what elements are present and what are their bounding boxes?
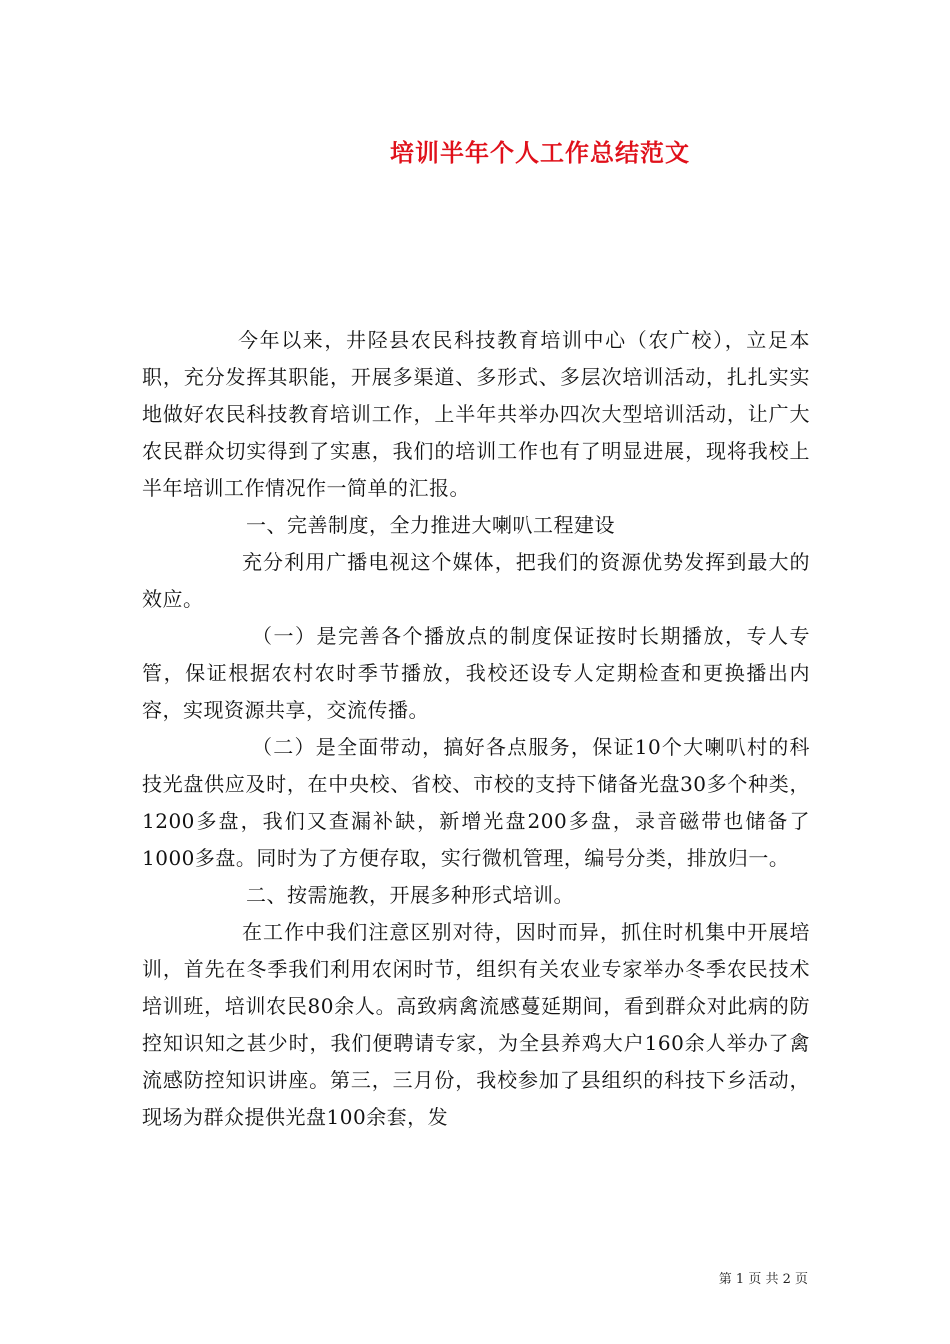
document-title: 培训半年个人工作总结范文 <box>390 138 690 167</box>
page-number: 第 1 页 共 2 页 <box>718 1272 808 1287</box>
paragraph-training: 在工作中我们注意区别对待，因时而异，抓住时机集中开展培训，首先在冬季我们利用农闲时节，组织有关农业专家举办冬季农民技术培训班，培训农民80余人。高致病禽流感蔓延期间，看到群众对此病的防控知识知之甚少时，我们便聘请专家，为全县养鸡大户160余人举办了禽流感防控知识讲座。第三，三月份，我校参加了县组织的科技下乡活动，现场为群众提供光盘100余套，发 <box>142 920 810 1129</box>
document-body <box>142 322 810 1136</box>
paragraph-item-2: （二）是全面带动，搞好各点服务，保证10个大喇叭村的科技光盘供应及时，在中央校、省校、市校的支持下储备光盘30多个种类，1200多盘，我们又查漏补缺，新增光盘200多盘，录音磁带也储备了1000多盘。同时为了方便存取，实行微机管理，编号分类，排放归一。 <box>142 735 810 870</box>
paragraph-broadcast: 充分利用广播电视这个媒体，把我们的资源优势发挥到最大的效应。 <box>142 550 810 611</box>
section-heading-2: 二、按需施教，开展多种形式培训。 <box>246 883 574 907</box>
section-heading-1: 一、完善制度，全力推进大喇叭工程建设 <box>246 513 615 537</box>
paragraph-intro: 今年以来，井陉县农民科技教育培训中心（农广校），立足本职，充分发挥其职能，开展多渠道、多形式、多层次培训活动，扎扎实实地做好农民科技教育培训工作，上半年共举办四次大型培训活动，让广大农民群众切实得到了实惠，我们的培训工作也有了明显进展，现将我校上半年培训工作情况作一简单的汇报。 <box>142 328 810 500</box>
paragraph-item-1: （一）是完善各个播放点的制度保证按时长期播放，专人专管，保证根据农村农时季节播放，我校还设专人定期检查和更换播出内容，实现资源共享，交流传播。 <box>142 624 810 722</box>
